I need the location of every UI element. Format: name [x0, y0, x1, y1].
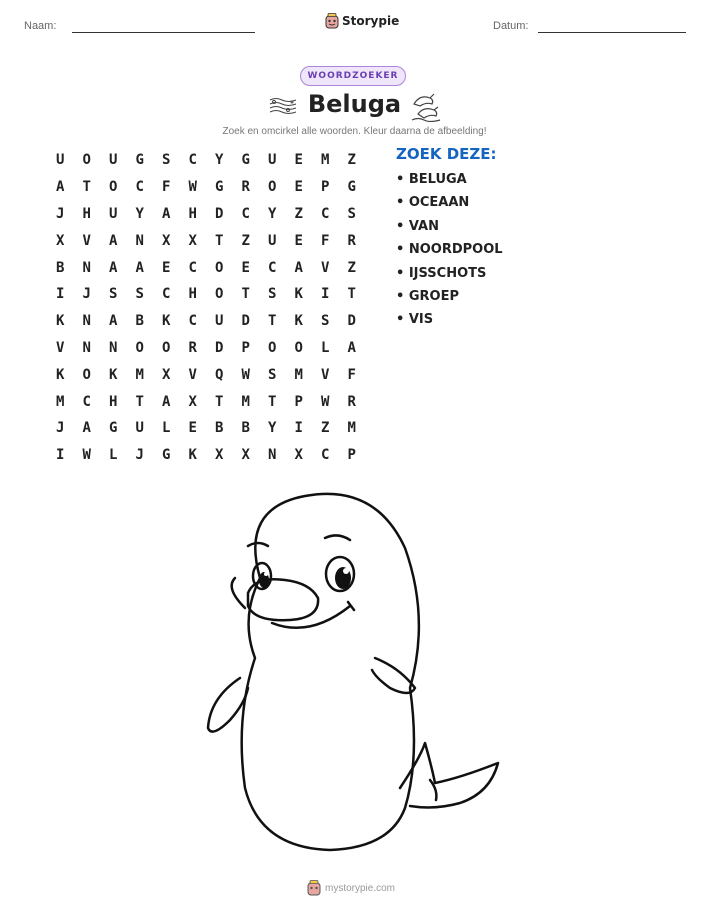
date-label: Datum: [493, 20, 529, 32]
grid-row [47, 388, 365, 415]
grid-letter: O [215, 286, 224, 303]
grid-letter: X [56, 232, 65, 249]
storypie-logo-icon [325, 13, 339, 29]
grid-letter: A [347, 339, 356, 356]
grid-letter: Z [347, 152, 356, 169]
grid-letter: E [188, 420, 197, 437]
grid-letter: B [241, 420, 250, 437]
grid-letter: R [347, 393, 356, 410]
grid-letter: N [82, 259, 91, 276]
grid-letter: S [162, 152, 171, 169]
grid-row [47, 174, 365, 201]
grid-letter: P [241, 339, 250, 356]
grid-letter: B [215, 420, 224, 437]
grid-row [47, 335, 365, 362]
grid-letter: U [268, 232, 277, 249]
grid-letter: H [109, 393, 118, 410]
grid-letter: K [56, 313, 65, 330]
name-line [72, 32, 255, 33]
storypie-logo-icon [307, 880, 321, 896]
grid-letter: D [241, 313, 250, 330]
grid-letter: R [347, 232, 356, 249]
footer-url: mystorypie.com [325, 882, 396, 894]
grid-letter: L [321, 339, 330, 356]
grid-letter: W [241, 366, 250, 383]
grid-letter: Y [215, 152, 224, 169]
word-list [396, 145, 503, 336]
grid-letter: C [162, 286, 171, 303]
grid-letter: K [294, 313, 303, 330]
grid-letter: N [268, 447, 277, 464]
word-list-title: ZOEK DEZE: [396, 145, 497, 163]
grid-letter: F [162, 179, 171, 196]
grid-letter: W [321, 393, 330, 410]
grid-letter: N [135, 232, 144, 249]
grid-letter: J [135, 447, 144, 464]
grid-row [47, 308, 365, 335]
grid-letter: I [294, 420, 303, 437]
grid-letter: M [321, 152, 330, 169]
grid-letter: A [109, 232, 118, 249]
grid-letter: X [162, 232, 171, 249]
grid-letter: G [135, 152, 144, 169]
grid-letter: P [294, 393, 303, 410]
grid-letter: W [82, 447, 91, 464]
grid-letter: B [56, 259, 65, 276]
grid-letter: Q [215, 366, 224, 383]
grid-letter: O [294, 339, 303, 356]
grid-letter: N [109, 339, 118, 356]
grid-letter: H [82, 205, 91, 222]
grid-letter: M [135, 366, 144, 383]
grid-letter: C [321, 205, 330, 222]
word-item: • VAN [396, 218, 439, 234]
grid-row [47, 281, 365, 308]
grid-letter: H [188, 205, 197, 222]
grid-letter: T [268, 393, 277, 410]
grid-letter: S [321, 313, 330, 330]
grid-letter: R [241, 179, 250, 196]
grid-letter: A [162, 393, 171, 410]
word-item: • OCEAAN [396, 195, 470, 211]
grid-letter: M [294, 366, 303, 383]
date-line [538, 32, 686, 33]
grid-letter: V [321, 366, 330, 383]
grid-letter: I [56, 286, 65, 303]
grid-letter: M [241, 393, 250, 410]
grid-letter: M [56, 393, 65, 410]
grid-letter: C [188, 313, 197, 330]
grid-letter: C [82, 393, 91, 410]
beluga-illustration [200, 488, 505, 853]
grid-letter: G [241, 152, 250, 169]
grid-letter: A [135, 259, 144, 276]
grid-letter: U [215, 313, 224, 330]
grid-letter: S [347, 205, 356, 222]
grid-letter: N [82, 313, 91, 330]
grid-letter: E [162, 259, 171, 276]
word-item: • NOORDPOOL [396, 242, 503, 258]
grid-letter: X [188, 393, 197, 410]
footer [307, 880, 395, 896]
grid-letter: Z [347, 259, 356, 276]
page-title: Beluga [307, 90, 402, 118]
grid-letter: U [109, 152, 118, 169]
grid-letter: O [82, 366, 91, 383]
grid-letter: E [294, 232, 303, 249]
grid-letter: O [268, 339, 277, 356]
grid-letter: E [294, 152, 303, 169]
grid-letter: J [82, 286, 91, 303]
grid-letter: S [268, 286, 277, 303]
grid-letter: T [215, 232, 224, 249]
grid-letter: G [215, 179, 224, 196]
grid-letter: X [241, 447, 250, 464]
word-item: • VIS [396, 312, 434, 328]
worksheet-type-badge: WOORDZOEKER [300, 66, 406, 86]
grid-letter: O [215, 259, 224, 276]
grid-letter: Z [294, 205, 303, 222]
grid-letter: O [162, 339, 171, 356]
grid-letter: E [241, 259, 250, 276]
grid-letter: C [268, 259, 277, 276]
grid-letter: C [135, 179, 144, 196]
grid-letter: C [241, 205, 250, 222]
grid-letter: V [321, 259, 330, 276]
grid-letter: A [294, 259, 303, 276]
word-item: • GROEP [396, 288, 459, 304]
grid-letter: T [215, 393, 224, 410]
grid-letter: O [109, 179, 118, 196]
grid-letter: X [294, 447, 303, 464]
grid-letter: I [321, 286, 330, 303]
word-search-grid [47, 147, 365, 469]
grid-letter: B [135, 313, 144, 330]
grid-row [47, 147, 365, 174]
grid-letter: W [188, 179, 197, 196]
grid-letter: X [162, 366, 171, 383]
dolphins-icon [410, 90, 442, 122]
word-item: • BELUGA [396, 172, 467, 187]
grid-letter: K [109, 366, 118, 383]
grid-letter: E [294, 179, 303, 196]
brand-name: Storypie [342, 14, 400, 28]
grid-letter: T [135, 393, 144, 410]
grid-letter: L [162, 420, 171, 437]
grid-row [47, 201, 365, 228]
grid-letter: A [162, 205, 171, 222]
grid-letter: S [268, 366, 277, 383]
grid-letter: G [109, 420, 118, 437]
grid-letter: C [188, 152, 197, 169]
grid-letter: U [109, 205, 118, 222]
grid-letter: O [268, 179, 277, 196]
grid-letter: A [82, 420, 91, 437]
instructions: Zoek en omcirkel alle woorden. Kleur daarna de afbeelding! [222, 126, 487, 137]
grid-letter: Y [268, 205, 277, 222]
grid-letter: H [188, 286, 197, 303]
brand [325, 13, 399, 29]
grid-letter: C [188, 259, 197, 276]
grid-row [47, 361, 365, 388]
grid-letter: C [321, 447, 330, 464]
grid-letter: V [82, 232, 91, 249]
grid-letter: X [188, 232, 197, 249]
grid-letter: P [347, 447, 356, 464]
grid-letter: D [347, 313, 356, 330]
grid-letter: K [294, 286, 303, 303]
grid-letter: R [188, 339, 197, 356]
grid-letter: J [56, 205, 65, 222]
grid-letter: Y [135, 205, 144, 222]
grid-letter: G [347, 179, 356, 196]
grid-letter: O [82, 152, 91, 169]
grid-letter: V [56, 339, 65, 356]
grid-row [47, 254, 365, 281]
grid-letter: K [188, 447, 197, 464]
grid-row [47, 415, 365, 442]
grid-letter: A [109, 259, 118, 276]
grid-letter: U [56, 152, 65, 169]
grid-letter: D [215, 205, 224, 222]
grid-letter: U [268, 152, 277, 169]
grid-letter: X [215, 447, 224, 464]
grid-letter: P [321, 179, 330, 196]
grid-letter: Z [321, 420, 330, 437]
grid-letter: D [215, 339, 224, 356]
grid-letter: F [347, 366, 356, 383]
grid-letter: L [109, 447, 118, 464]
grid-letter: U [135, 420, 144, 437]
grid-letter: S [109, 286, 118, 303]
grid-letter: T [82, 179, 91, 196]
grid-letter: M [347, 420, 356, 437]
grid-letter: T [241, 286, 250, 303]
grid-row [47, 442, 365, 469]
grid-letter: V [188, 366, 197, 383]
grid-letter: A [56, 179, 65, 196]
grid-letter: J [56, 420, 65, 437]
grid-row [47, 227, 365, 254]
grid-letter: T [268, 313, 277, 330]
grid-letter: O [135, 339, 144, 356]
grid-letter: G [162, 447, 171, 464]
grid-letter: K [56, 366, 65, 383]
word-item: • IJSSCHOTS [396, 265, 487, 281]
grid-letter: K [162, 313, 171, 330]
grid-letter: F [321, 232, 330, 249]
grid-letter: Y [268, 420, 277, 437]
grid-letter: A [109, 313, 118, 330]
grid-letter: I [56, 447, 65, 464]
grid-letter: S [135, 286, 144, 303]
grid-letter: Z [241, 232, 250, 249]
name-label: Naam: [24, 20, 57, 32]
grid-letter: T [347, 286, 356, 303]
grid-letter: N [82, 339, 91, 356]
